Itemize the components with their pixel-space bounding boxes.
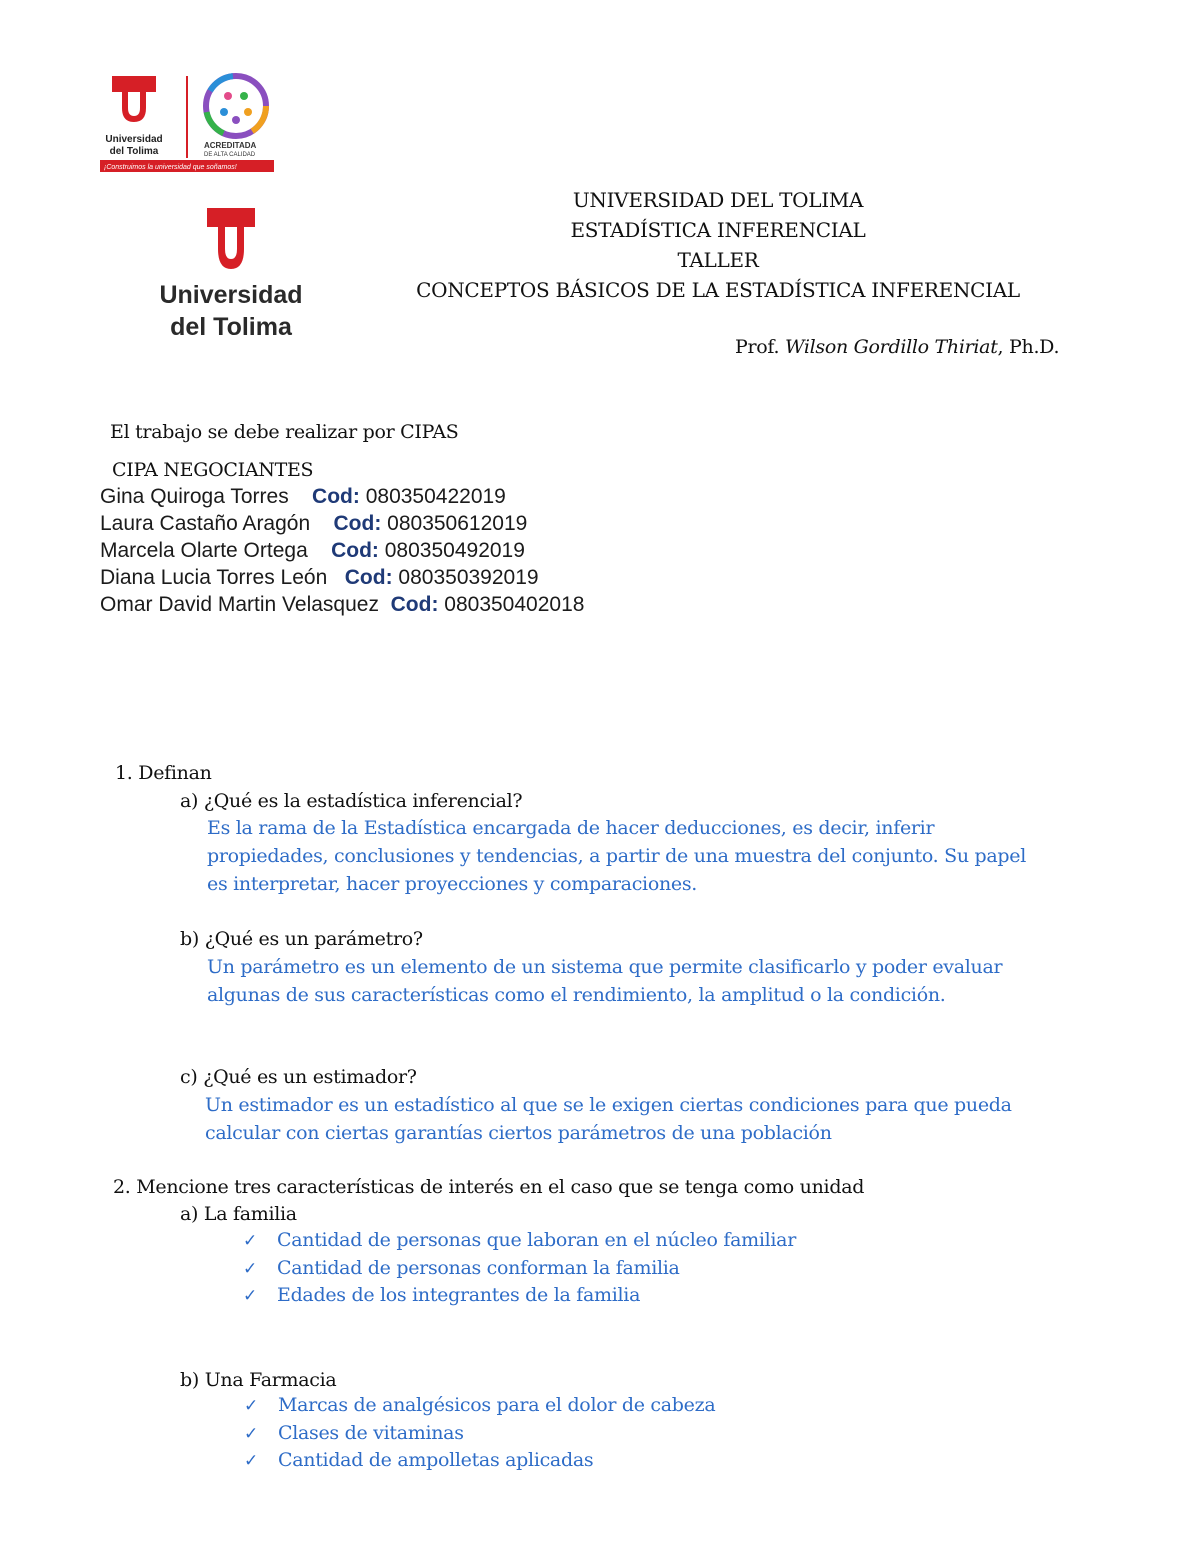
svg-text:Universidad: Universidad (159, 281, 303, 309)
course-title: ESTADÍSTICA INFERENCIAL (570, 218, 866, 242)
svg-text:DE ALTA CALIDAD: DE ALTA CALIDAD (204, 152, 256, 158)
answer-1a: Es la rama de la Estadística encargada de hacer deducciones, es decir, inferir propiedades, conclusiones y tendencias, a partir de una muestra del conjunto. Su papel es interpretar, hacer proyecciones y comparaciones. (207, 817, 1026, 895)
list-item: ✓ Clases de vitaminas (244, 1422, 464, 1444)
question-1b: b) ¿Qué es un parámetro? (180, 928, 423, 950)
check-icon: ✓ (244, 1396, 258, 1416)
answer-1b: Un parámetro es un elemento de un sistema que permite clasificarlo y poder evaluar algunas de sus características como el rendimiento, la amplitud o la condición. (207, 956, 1003, 1006)
list-item: ✓ Cantidad de personas que laboran en el núcleo familiar (243, 1229, 796, 1251)
question-2a: a) La familia (180, 1203, 297, 1225)
check-icon: ✓ (244, 1451, 258, 1471)
list-item: ✓ Edades de los integrantes de la familia (243, 1284, 641, 1306)
member-code: 080350402018 (438, 593, 585, 616)
university-title: UNIVERSIDAD DEL TOLIMA (572, 188, 864, 212)
check-icon: ✓ (243, 1286, 257, 1306)
university-accreditation-logo (100, 72, 280, 176)
member-row: Laura Castaño Aragón Cod: 080350612019 (100, 512, 528, 535)
university-logo (150, 205, 315, 345)
question-1-title: 1. Definan (115, 762, 212, 784)
prof-name: Wilson Gordillo Thiriat (784, 336, 998, 358)
svg-text:¡Construimos la universidad qu: ¡Construimos la universidad que soñamos! (104, 164, 237, 171)
prof-suffix: , Ph.D. (997, 336, 1060, 358)
prof-prefix: Prof. (735, 336, 780, 358)
question-1c: c) ¿Qué es un estimador? (180, 1066, 417, 1088)
member-row: Omar David Martin Velasquez Cod: 080350402018 (100, 593, 585, 616)
cod-label: Cod: (331, 539, 379, 562)
check-icon: ✓ (243, 1259, 257, 1279)
svg-text:del Tolima: del Tolima (109, 146, 159, 157)
member-code: 080350422019 (359, 485, 506, 508)
cod-label: Cod: (390, 593, 439, 616)
member-code: 080350492019 (378, 539, 525, 562)
member-code: 080350392019 (392, 566, 539, 589)
topic-title: CONCEPTOS BÁSICOS DE LA ESTADÍSTICA INFERENCIAL (416, 278, 1020, 302)
professor-line (735, 334, 1059, 360)
list-item: ✓ Marcas de analgésicos para el dolor de cabeza (244, 1394, 716, 1416)
member-row: Marcela Olarte Ortega Cod: 080350492019 (100, 539, 525, 562)
cod-label: Cod: (333, 512, 382, 535)
check-icon: ✓ (244, 1424, 258, 1444)
document-type: TALLER (677, 248, 759, 272)
svg-text:del Tolima: del Tolima (170, 313, 292, 341)
check-icon: ✓ (243, 1231, 257, 1251)
cipa-name: CIPA NEGOCIANTES (112, 459, 314, 481)
svg-text:ACREDITADA: ACREDITADA (204, 141, 257, 150)
question-2-title: 2. Mencione tres características de interés en el caso que se tenga como unidad (113, 1176, 865, 1198)
cod-label: Cod: (344, 566, 393, 589)
question-2b: b) Una Farmacia (180, 1369, 337, 1391)
intro-text: El trabajo se debe realizar por CIPAS (110, 421, 459, 443)
member-row: Gina Quiroga Torres Cod: 080350422019 (100, 485, 506, 508)
cod-label: Cod: (312, 485, 360, 508)
member-code: 080350612019 (381, 512, 528, 535)
question-1a: a) ¿Qué es la estadística inferencial? (180, 790, 523, 812)
list-item: ✓ Cantidad de ampolletas aplicadas (244, 1449, 594, 1471)
svg-text:Universidad: Universidad (105, 134, 163, 145)
list-item: ✓ Cantidad de personas conforman la familia (243, 1257, 680, 1279)
member-row: Diana Lucia Torres León Cod: 080350392019 (100, 566, 539, 589)
answer-1c: Un estimador es un estadístico al que se le exigen ciertas condiciones para que pueda calcular con ciertas garantías ciertos parámetros de una población (205, 1094, 1012, 1144)
